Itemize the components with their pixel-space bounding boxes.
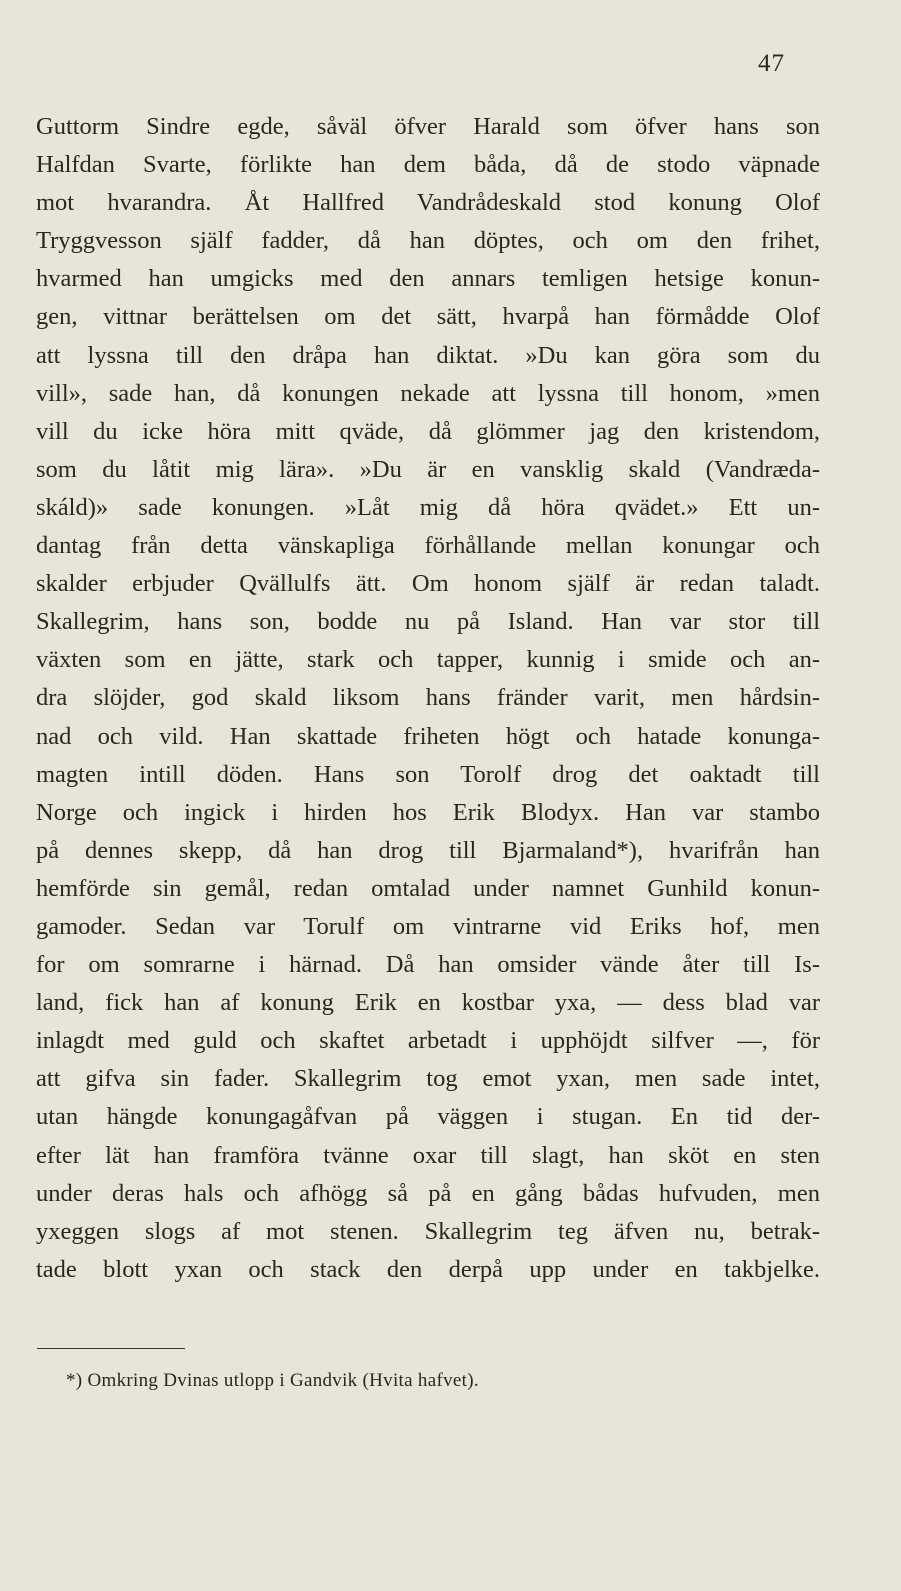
text-line: gamoder. Sedan var Torulf om vintrarne vid Eriks hof, men xyxy=(36,912,820,940)
text-line: yxeggen slogs af mot stenen. Skallegrim teg äfven nu, betrak- xyxy=(36,1217,820,1245)
text-line: Guttorm Sindre egde, såväl öfver Harald som öfver hans son xyxy=(36,113,820,140)
text-line: skáld)» sade konungen. »Låt mig då höra qvädet.» Ett un- xyxy=(36,493,820,521)
text-line: nad och vild. Han skattade friheten högt och hatade konunga- xyxy=(36,722,820,750)
text-line: hvarmed han umgicks med den annars temligen hetsige konun- xyxy=(36,265,820,293)
text-line: efter lät han framföra tvänne oxar till slagt, han sköt en sten xyxy=(36,1141,820,1169)
text-line: hemförde sin gemål, redan omtalad under namnet Gunhild konun- xyxy=(36,874,820,902)
text-line: dantag från detta vänskapliga förhållande mellan konungar och xyxy=(36,532,820,560)
text-line: växten som en jätte, stark och tapper, kunnig i smide och an- xyxy=(36,646,820,674)
text-line: gen, vittnar berättelsen om det sätt, hvarpå han förmådde Olof xyxy=(36,303,820,331)
text-line: land, fick han af konung Erik en kostbar yxa, — dess blad var xyxy=(36,989,820,1017)
text-line: vill du icke höra mitt qväde, då glömmer jag den kristendom, xyxy=(36,417,820,445)
text-line: på dennes skepp, då han drog till Bjarmaland*), hvarifrån han xyxy=(36,836,820,864)
footnote: *) Omkring Dvinas utlopp i Gandvik (Hvita hafvet). xyxy=(66,1370,479,1391)
page-number: 47 xyxy=(758,50,785,77)
footnote-divider xyxy=(37,1348,185,1349)
text-line: mot hvarandra. Åt Hallfred Vandrådeskald stod konung Olof xyxy=(36,189,820,217)
text-line: skalder erbjuder Qvällulfs ätt. Om honom själf är redan taladt. xyxy=(36,570,820,598)
text-line: magten intill döden. Hans son Torolf drog det oaktadt till xyxy=(36,760,820,788)
text-line: Halfdan Svarte, förlikte han dem båda, då de stodo väpnade xyxy=(36,151,820,179)
body-text xyxy=(36,108,820,1289)
text-line: dra slöjder, god skald liksom hans fränder varit, men hårdsin- xyxy=(36,684,820,712)
text-line: Norge och ingick i hirden hos Erik Blodyx. Han var stambo xyxy=(36,798,820,826)
text-line: att gifva sin fader. Skallegrim tog emot yxan, men sade intet, xyxy=(36,1065,820,1093)
text-line: utan hängde konungagåfvan på väggen i stugan. En tid der- xyxy=(36,1103,820,1131)
text-line: for om somrarne i härnad. Då han omsider vände åter till Is- xyxy=(36,951,820,979)
text-line: Skallegrim, hans son, bodde nu på Island. Han var stor till xyxy=(36,608,820,636)
text-line: Tryggvesson själf fadder, då han döptes, och om den frihet, xyxy=(36,227,820,255)
text-line: under deras hals och afhögg så på en gång bådas hufvuden, men xyxy=(36,1179,820,1207)
text-line: som du låtit mig lära». »Du är en vansklig skald (Vandræda- xyxy=(36,455,820,483)
text-line: tade blott yxan och stack den derpå upp under en takbjelke. xyxy=(36,1255,820,1283)
text-line: att lyssna till den dråpa han diktat. »Du kan göra som du xyxy=(36,341,820,369)
text-line: vill», sade han, då konungen nekade att lyssna till honom, »men xyxy=(36,379,820,407)
text-line: inlagdt med guld och skaftet arbetadt i upphöjdt silfver —, för xyxy=(36,1027,820,1055)
